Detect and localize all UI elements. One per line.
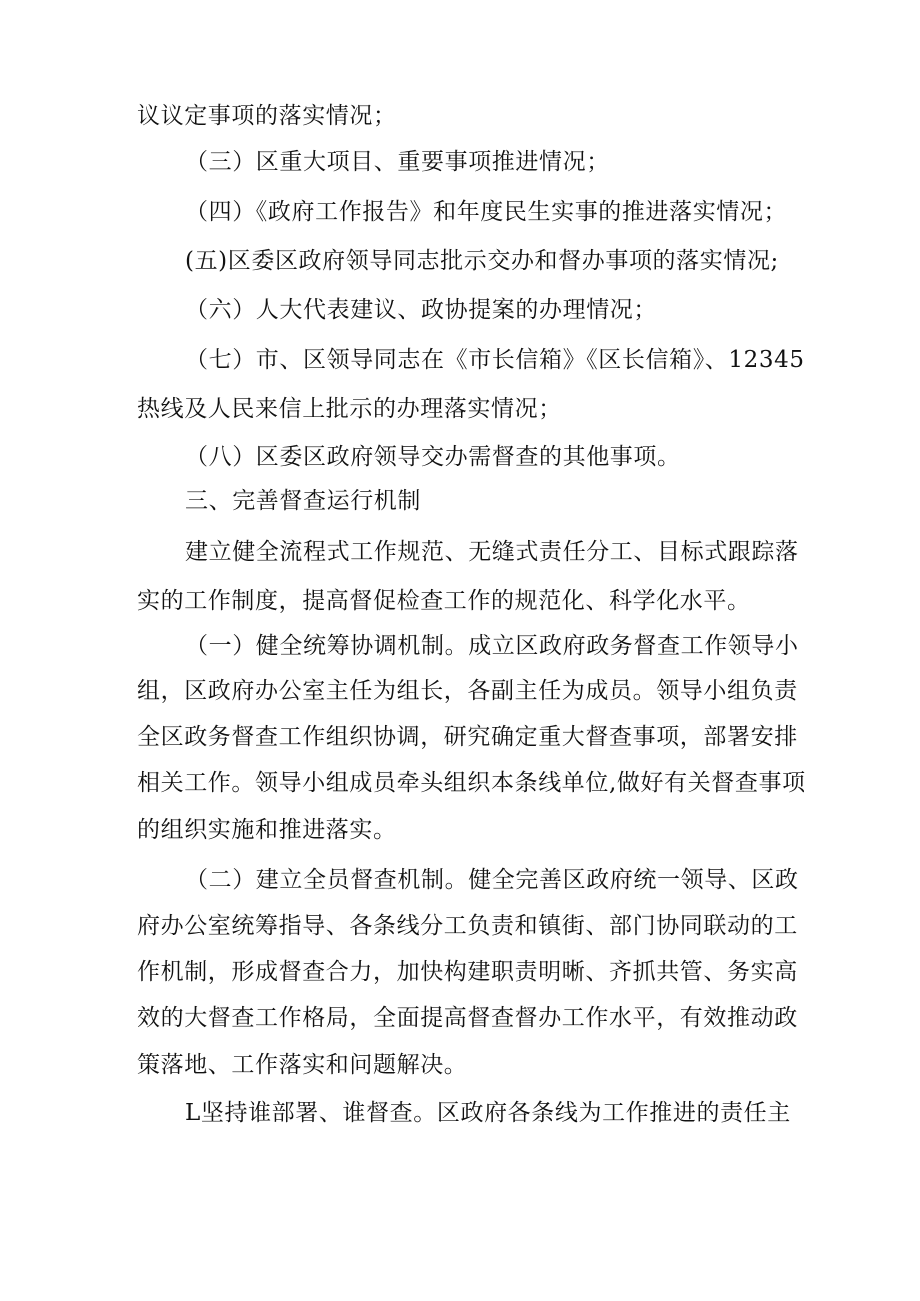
text-line: 的组织实施和推进落实。 [137, 817, 397, 843]
text-line: (五)区委区政府领导同志批示交办和督办事项的落实情况; [185, 248, 779, 274]
text-line: 策落地、工作落实和问题解决。 [137, 1052, 468, 1078]
text-line: （七）市、区领导同志在《市长信箱》《区长信箱》、12345 [185, 347, 805, 373]
text-line: （一）健全统筹协调机制。成立区政府政务督查工作领导小 [185, 633, 799, 659]
text-line: 热线及人民来信上批示的办理落实情况； [137, 396, 562, 422]
text-line: L坚持谁部署、谁督查。区政府各条线为工作推进的责任主 [185, 1100, 791, 1126]
text-line: （八）区委区政府领导交办需督查的其他事项。 [185, 444, 681, 470]
text-line: 作机制，形成督查合力，加快构建职责明晰、齐抓共管、务实高 [137, 959, 798, 985]
text-line: （六）人大代表建议、政协提案的办理情况； [185, 297, 657, 323]
text-line: （二）建立全员督查机制。健全完善区政府统一领导、区政 [185, 867, 799, 893]
text-line: 议议定事项的落实情况； [137, 103, 397, 129]
text-line: 实的工作制度，提高督促检查工作的规范化、科学化水平。 [137, 588, 751, 614]
text-line: 建立健全流程式工作规范、无缝式责任分工、目标式跟踪落 [185, 539, 799, 565]
text-line: 相关工作。领导小组成员牵头组织本条线单位,做好有关督查事项 [137, 770, 806, 796]
section-heading: 三、完善督查运行机制 [185, 488, 421, 514]
text-line: 组，区政府办公室主任为组长，各副主任为成员。领导小组负责 [137, 678, 798, 704]
text-line: （三）区重大项目、重要事项推进情况； [185, 149, 610, 175]
text-line: （四）《政府工作报告》和年度民生实事的推进落实情况； [185, 199, 788, 225]
text-line: 府办公室统筹指导、各条线分工负责和镇街、部门协同联动的工 [137, 913, 798, 939]
text-line: 效的大督查工作格局，全面提高督查督办工作水平，有效推动政 [137, 1005, 798, 1031]
text-line: 全区政务督查工作组织协调，研究确定重大督查事项，部署安排 [137, 724, 798, 750]
